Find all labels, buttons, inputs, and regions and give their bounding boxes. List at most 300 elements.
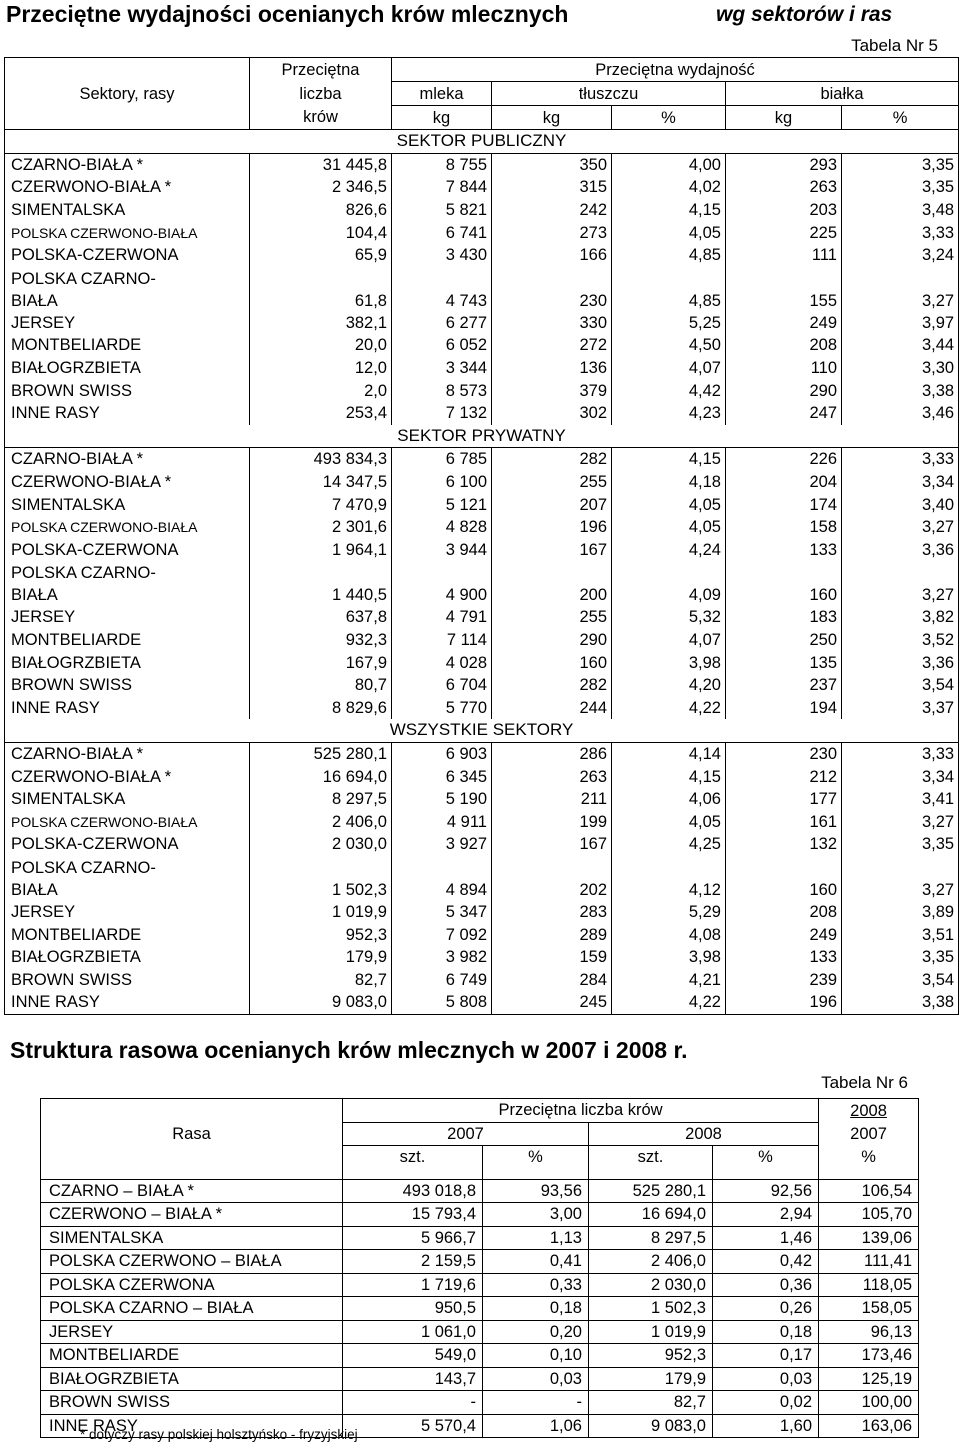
table-row (5, 946, 959, 969)
breed-name: CZERWONO-BIAŁA * (5, 471, 250, 494)
breed-name: JERSEY (5, 606, 250, 629)
pct-2007: 93,56 (483, 1179, 589, 1203)
table-row (5, 221, 959, 244)
pct-2007: 0,18 (483, 1297, 589, 1321)
table-row (5, 629, 959, 652)
cow-count: 2 346,5 (250, 176, 392, 199)
section-title: SEKTOR PUBLICZNY (5, 130, 959, 154)
cow-count: 1 019,9 (250, 901, 392, 924)
table-row (5, 651, 959, 674)
count-2008: 9 083,0 (589, 1414, 713, 1438)
count-2007: 5 966,7 (343, 1226, 483, 1250)
protein-pct: 3,35 (842, 176, 959, 199)
fat-pct: 5,32 (612, 606, 726, 629)
fat-kg: 286 (492, 742, 612, 765)
count-2007: 2 159,5 (343, 1250, 483, 1274)
fat-kg: 330 (492, 312, 612, 335)
pct-2008: 0,18 (713, 1320, 819, 1344)
footnote: * dotyczy rasy polskiej holsztyńsko - fryzyjskiej (80, 1427, 358, 1442)
protein-kg: 293 (726, 153, 842, 176)
protein-pct: 3,36 (842, 651, 959, 674)
fat-pct: 4,00 (612, 153, 726, 176)
breed-name: BIAŁOGRZBIETA (41, 1367, 343, 1391)
fat-pct: 4,12 (612, 856, 726, 901)
header-pct-2007: % (483, 1146, 589, 1169)
breed-name: BROWN SWISS (5, 674, 250, 697)
milk-kg: 6 749 (392, 968, 492, 991)
pct-2008: 1,46 (713, 1226, 819, 1250)
protein-kg: 204 (726, 471, 842, 494)
table5-number: Tabela Nr 5 (851, 36, 938, 55)
count-2008: 2 030,0 (589, 1273, 713, 1297)
protein-kg: 177 (726, 788, 842, 811)
breed-name: SIMENTALSKA (41, 1226, 343, 1250)
protein-kg: 263 (726, 176, 842, 199)
fat-pct: 4,18 (612, 471, 726, 494)
fat-kg: 255 (492, 471, 612, 494)
table-row (5, 606, 959, 629)
protein-pct: 3,33 (842, 221, 959, 244)
ratio-2008-2007: 106,54 (819, 1179, 919, 1203)
breed-name: POLSKA CZERWONO – BIAŁA (41, 1250, 343, 1274)
count-2007: - (343, 1391, 483, 1415)
milk-kg: 7 844 (392, 176, 492, 199)
fat-kg: 211 (492, 788, 612, 811)
protein-kg: 135 (726, 651, 842, 674)
fat-kg: 167 (492, 833, 612, 856)
protein-pct: 3,35 (842, 946, 959, 969)
breed-name: MONTBELIARDE (5, 923, 250, 946)
milk-kg: 6 345 (392, 765, 492, 788)
fat-kg: 379 (492, 379, 612, 402)
section-header-row (5, 425, 959, 448)
protein-pct: 3,38 (842, 379, 959, 402)
header-year-2008: 2008 (589, 1122, 819, 1146)
table-row (41, 1203, 919, 1227)
fat-pct: 4,07 (612, 629, 726, 652)
cow-count: 80,7 (250, 674, 392, 697)
protein-pct: 3,27 (842, 810, 959, 833)
table6-number: Tabela Nr 6 (821, 1073, 908, 1092)
ratio-2008-2007: 105,70 (819, 1203, 919, 1227)
header-ratio-pct: % (819, 1146, 919, 1169)
header-milk-kg: kg (392, 106, 492, 130)
table-row (5, 765, 959, 788)
section-header-row (5, 130, 959, 154)
header-ratio-bottom: 2007 (819, 1122, 919, 1146)
protein-kg: 183 (726, 606, 842, 629)
milk-kg: 3 344 (392, 357, 492, 380)
ratio-2008-2007: 111,41 (819, 1250, 919, 1274)
count-2008: 8 297,5 (589, 1226, 713, 1250)
protein-pct: 3,30 (842, 357, 959, 380)
protein-pct: 3,27 (842, 561, 959, 606)
fat-pct: 4,85 (612, 244, 726, 267)
breed-name: INNE RASY (5, 991, 250, 1014)
protein-kg: 226 (726, 448, 842, 471)
breed-name: SIMENTALSKA (5, 493, 250, 516)
milk-kg: 5 121 (392, 493, 492, 516)
protein-pct: 3,44 (842, 334, 959, 357)
table-row (5, 923, 959, 946)
fat-pct: 4,20 (612, 674, 726, 697)
protein-kg: 230 (726, 742, 842, 765)
milk-kg: 6 704 (392, 674, 492, 697)
table-row (5, 833, 959, 856)
count-2007: 5 570,4 (343, 1414, 483, 1438)
fat-pct: 5,29 (612, 901, 726, 924)
protein-pct: 3,97 (842, 312, 959, 335)
fat-pct: 4,05 (612, 493, 726, 516)
cow-count: 167,9 (250, 651, 392, 674)
fat-kg: 245 (492, 991, 612, 1014)
protein-kg: 160 (726, 561, 842, 606)
cow-count: 61,8 (250, 267, 392, 312)
table-row (5, 312, 959, 335)
milk-kg: 6 100 (392, 471, 492, 494)
breed-name: INNE RASY (5, 696, 250, 719)
pct-2008: 0,02 (713, 1391, 819, 1415)
protein-pct: 3,38 (842, 991, 959, 1014)
protein-kg: 196 (726, 991, 842, 1014)
protein-kg: 225 (726, 221, 842, 244)
table-row (5, 267, 959, 312)
breed-name: JERSEY (5, 901, 250, 924)
protein-pct: 3,24 (842, 244, 959, 267)
breed-name: POLSKA CZARNO- BIAŁA (5, 267, 250, 312)
ratio-2008-2007: 125,19 (819, 1367, 919, 1391)
fat-pct: 4,07 (612, 357, 726, 380)
fat-pct: 4,14 (612, 742, 726, 765)
cow-count: 31 445,8 (250, 153, 392, 176)
table-row (5, 561, 959, 606)
table5-subtitle: wg sektorów i ras (716, 3, 893, 26)
cow-count: 525 280,1 (250, 742, 392, 765)
fat-kg: 200 (492, 561, 612, 606)
milk-kg: 4 791 (392, 606, 492, 629)
fat-pct: 4,24 (612, 539, 726, 562)
count-2007: 15 793,4 (343, 1203, 483, 1227)
header-protein: białka (726, 82, 959, 106)
fat-kg: 282 (492, 448, 612, 471)
cow-count: 14 347,5 (250, 471, 392, 494)
milk-kg: 4 743 (392, 267, 492, 312)
breed-name: INNE RASY (41, 1414, 343, 1438)
header-protein-kg: kg (726, 106, 842, 130)
pct-2007: 0,10 (483, 1344, 589, 1368)
table-row (5, 471, 959, 494)
breed-name: MONTBELIARDE (41, 1344, 343, 1368)
cow-count: 20,0 (250, 334, 392, 357)
header-fat-pct: % (612, 106, 726, 130)
pct-2008: 0,42 (713, 1250, 819, 1274)
milk-kg: 5 821 (392, 199, 492, 222)
fat-kg: 166 (492, 244, 612, 267)
fat-pct: 4,05 (612, 810, 726, 833)
milk-kg: 7 132 (392, 402, 492, 425)
header-fat: tłuszczu (492, 82, 726, 106)
cow-count: 1 440,5 (250, 561, 392, 606)
table-row (5, 788, 959, 811)
pct-2008: 2,94 (713, 1203, 819, 1227)
count-2007: 493 018,8 (343, 1179, 483, 1203)
count-2007: 950,5 (343, 1297, 483, 1321)
fat-kg: 159 (492, 946, 612, 969)
cow-count: 9 083,0 (250, 991, 392, 1014)
ratio-2008-2007: 139,06 (819, 1226, 919, 1250)
breed-name: CZARNO-BIAŁA * (5, 448, 250, 471)
breed-name: POLSKA CZARNO- BIAŁA (5, 561, 250, 606)
fat-pct: 5,25 (612, 312, 726, 335)
pct-2007: - (483, 1391, 589, 1415)
milk-kg: 4 900 (392, 561, 492, 606)
milk-kg: 5 808 (392, 991, 492, 1014)
fat-pct: 4,22 (612, 991, 726, 1014)
protein-pct: 3,35 (842, 153, 959, 176)
fat-kg: 282 (492, 674, 612, 697)
table5-title: Przeciętne wydajności ocenianych krów mlecznych (6, 1, 569, 27)
pct-2008: 0,36 (713, 1273, 819, 1297)
header-avg-yield: Przeciętna wydajność (392, 58, 959, 82)
header-fat-kg: kg (492, 106, 612, 130)
count-2008: 16 694,0 (589, 1203, 713, 1227)
protein-pct: 3,27 (842, 267, 959, 312)
milk-kg: 3 927 (392, 833, 492, 856)
table-row (5, 516, 959, 539)
table-row (5, 244, 959, 267)
breed-name: CZARNO-BIAŁA * (5, 153, 250, 176)
breed-name: POLSKA-CZERWONA (5, 244, 250, 267)
fat-kg: 136 (492, 357, 612, 380)
breed-name: BIAŁOGRZBIETA (5, 357, 250, 380)
cow-count: 493 834,3 (250, 448, 392, 471)
protein-pct: 3,34 (842, 471, 959, 494)
ratio-2008-2007: 173,46 (819, 1344, 919, 1368)
protein-kg: 133 (726, 946, 842, 969)
protein-pct: 3,40 (842, 493, 959, 516)
section-title: SEKTOR PRYWATNY (5, 425, 959, 448)
breed-name: CZERWONO-BIAŁA * (5, 176, 250, 199)
cow-count: 952,3 (250, 923, 392, 946)
breed-name: JERSEY (41, 1320, 343, 1344)
protein-pct: 3,82 (842, 606, 959, 629)
cow-count: 179,9 (250, 946, 392, 969)
breed-name: POLSKA-CZERWONA (5, 833, 250, 856)
protein-pct: 3,37 (842, 696, 959, 719)
pct-2007: 1,06 (483, 1414, 589, 1438)
pct-2007: 0,20 (483, 1320, 589, 1344)
protein-kg: 132 (726, 833, 842, 856)
table-row (41, 1367, 919, 1391)
fat-pct: 4,22 (612, 696, 726, 719)
protein-kg: 249 (726, 923, 842, 946)
table-row (41, 1226, 919, 1250)
pct-2008: 0,03 (713, 1367, 819, 1391)
cow-count: 637,8 (250, 606, 392, 629)
breed-name: CZERWONO – BIAŁA * (41, 1203, 343, 1227)
protein-kg: 212 (726, 765, 842, 788)
table-row (5, 357, 959, 380)
fat-kg: 302 (492, 402, 612, 425)
table-row (41, 1297, 919, 1321)
cow-count: 8 829,6 (250, 696, 392, 719)
table-row (5, 696, 959, 719)
cow-count: 8 297,5 (250, 788, 392, 811)
breed-name: BROWN SWISS (5, 379, 250, 402)
cow-count: 826,6 (250, 199, 392, 222)
fat-kg: 230 (492, 267, 612, 312)
fat-pct: 4,05 (612, 516, 726, 539)
milk-kg: 4 028 (392, 651, 492, 674)
protein-pct: 3,48 (842, 199, 959, 222)
header-milk: mleka (392, 82, 492, 106)
pct-2007: 0,33 (483, 1273, 589, 1297)
protein-pct: 3,54 (842, 674, 959, 697)
ratio-2008-2007: 163,06 (819, 1414, 919, 1438)
pct-2007: 3,00 (483, 1203, 589, 1227)
table-row (5, 176, 959, 199)
cow-count: 65,9 (250, 244, 392, 267)
fat-kg: 290 (492, 629, 612, 652)
section-title: WSZYSTKIE SEKTORY (5, 719, 959, 742)
count-2007: 143,7 (343, 1367, 483, 1391)
protein-pct: 3,54 (842, 968, 959, 991)
protein-pct: 3,89 (842, 901, 959, 924)
milk-kg: 7 114 (392, 629, 492, 652)
cow-count: 2,0 (250, 379, 392, 402)
fat-kg: 244 (492, 696, 612, 719)
protein-kg: 111 (726, 244, 842, 267)
cow-count: 932,3 (250, 629, 392, 652)
header-avg-count-3: krów (250, 106, 392, 130)
cow-count: 1 964,1 (250, 539, 392, 562)
table-row (5, 901, 959, 924)
fat-pct: 4,06 (612, 788, 726, 811)
protein-pct: 3,33 (842, 742, 959, 765)
table-row (5, 968, 959, 991)
fat-kg: 207 (492, 493, 612, 516)
table-row (5, 991, 959, 1014)
milk-kg: 4 894 (392, 856, 492, 901)
count-2008: 179,9 (589, 1367, 713, 1391)
ratio-2008-2007: 118,05 (819, 1273, 919, 1297)
protein-kg: 290 (726, 379, 842, 402)
table-row (5, 742, 959, 765)
milk-kg: 5 190 (392, 788, 492, 811)
milk-kg: 5 347 (392, 901, 492, 924)
table-row (41, 1273, 919, 1297)
breed-name: INNE RASY (5, 402, 250, 425)
fat-pct: 4,05 (612, 221, 726, 244)
table-row (5, 153, 959, 176)
fat-kg: 199 (492, 810, 612, 833)
protein-kg: 110 (726, 357, 842, 380)
table-row (5, 448, 959, 471)
table-row (41, 1250, 919, 1274)
fat-pct: 4,50 (612, 334, 726, 357)
header-szt-2007: szt. (343, 1146, 483, 1169)
protein-kg: 203 (726, 199, 842, 222)
protein-pct: 3,33 (842, 448, 959, 471)
count-2008: 82,7 (589, 1391, 713, 1415)
protein-kg: 237 (726, 674, 842, 697)
breed-name: POLSKA CZERWONA (41, 1273, 343, 1297)
table-row (41, 1344, 919, 1368)
pct-2007: 0,41 (483, 1250, 589, 1274)
milk-kg: 6 903 (392, 742, 492, 765)
breed-name: JERSEY (5, 312, 250, 335)
milk-kg: 4 911 (392, 810, 492, 833)
protein-pct: 3,27 (842, 856, 959, 901)
breed-name: CZARNO – BIAŁA * (41, 1179, 343, 1203)
fat-kg: 284 (492, 968, 612, 991)
pct-2007: 0,03 (483, 1367, 589, 1391)
header-szt-2008: szt. (589, 1146, 713, 1169)
milk-kg: 8 573 (392, 379, 492, 402)
breed-name: MONTBELIARDE (5, 334, 250, 357)
header-sectors: Sektory, rasy (5, 58, 250, 130)
fat-kg: 273 (492, 221, 612, 244)
fat-pct: 4,15 (612, 448, 726, 471)
milk-kg: 7 092 (392, 923, 492, 946)
fat-kg: 242 (492, 199, 612, 222)
table-row (5, 402, 959, 425)
fat-pct: 4,85 (612, 267, 726, 312)
breed-name: BROWN SWISS (5, 968, 250, 991)
fat-kg: 196 (492, 516, 612, 539)
fat-pct: 4,09 (612, 561, 726, 606)
protein-kg: 161 (726, 810, 842, 833)
section-header-row (5, 719, 959, 742)
fat-kg: 202 (492, 856, 612, 901)
cow-count: 2 406,0 (250, 810, 392, 833)
cow-count: 253,4 (250, 402, 392, 425)
table-row (41, 1179, 919, 1203)
breed-name: BIAŁOGRZBIETA (5, 946, 250, 969)
table-row (5, 810, 959, 833)
cow-count: 7 470,9 (250, 493, 392, 516)
fat-kg: 160 (492, 651, 612, 674)
cow-count: 2 301,6 (250, 516, 392, 539)
milk-kg: 4 828 (392, 516, 492, 539)
table-row (5, 493, 959, 516)
cow-count: 382,1 (250, 312, 392, 335)
table-row (41, 1391, 919, 1415)
fat-kg: 272 (492, 334, 612, 357)
protein-kg: 158 (726, 516, 842, 539)
count-2007: 1 719,6 (343, 1273, 483, 1297)
table5-yields (4, 57, 959, 1015)
fat-pct: 4,15 (612, 199, 726, 222)
protein-pct: 3,27 (842, 516, 959, 539)
milk-kg: 3 430 (392, 244, 492, 267)
header-breed: Rasa (41, 1099, 343, 1169)
protein-kg: 247 (726, 402, 842, 425)
protein-kg: 208 (726, 334, 842, 357)
protein-kg: 194 (726, 696, 842, 719)
ratio-2008-2007: 100,00 (819, 1391, 919, 1415)
milk-kg: 6 785 (392, 448, 492, 471)
protein-kg: 174 (726, 493, 842, 516)
milk-kg: 6 052 (392, 334, 492, 357)
protein-pct: 3,41 (842, 788, 959, 811)
fat-kg: 167 (492, 539, 612, 562)
cow-count: 82,7 (250, 968, 392, 991)
protein-kg: 239 (726, 968, 842, 991)
table-row (41, 1320, 919, 1344)
breed-name: POLSKA CZERWONO-BIAŁA (5, 810, 250, 833)
milk-kg: 6 277 (392, 312, 492, 335)
